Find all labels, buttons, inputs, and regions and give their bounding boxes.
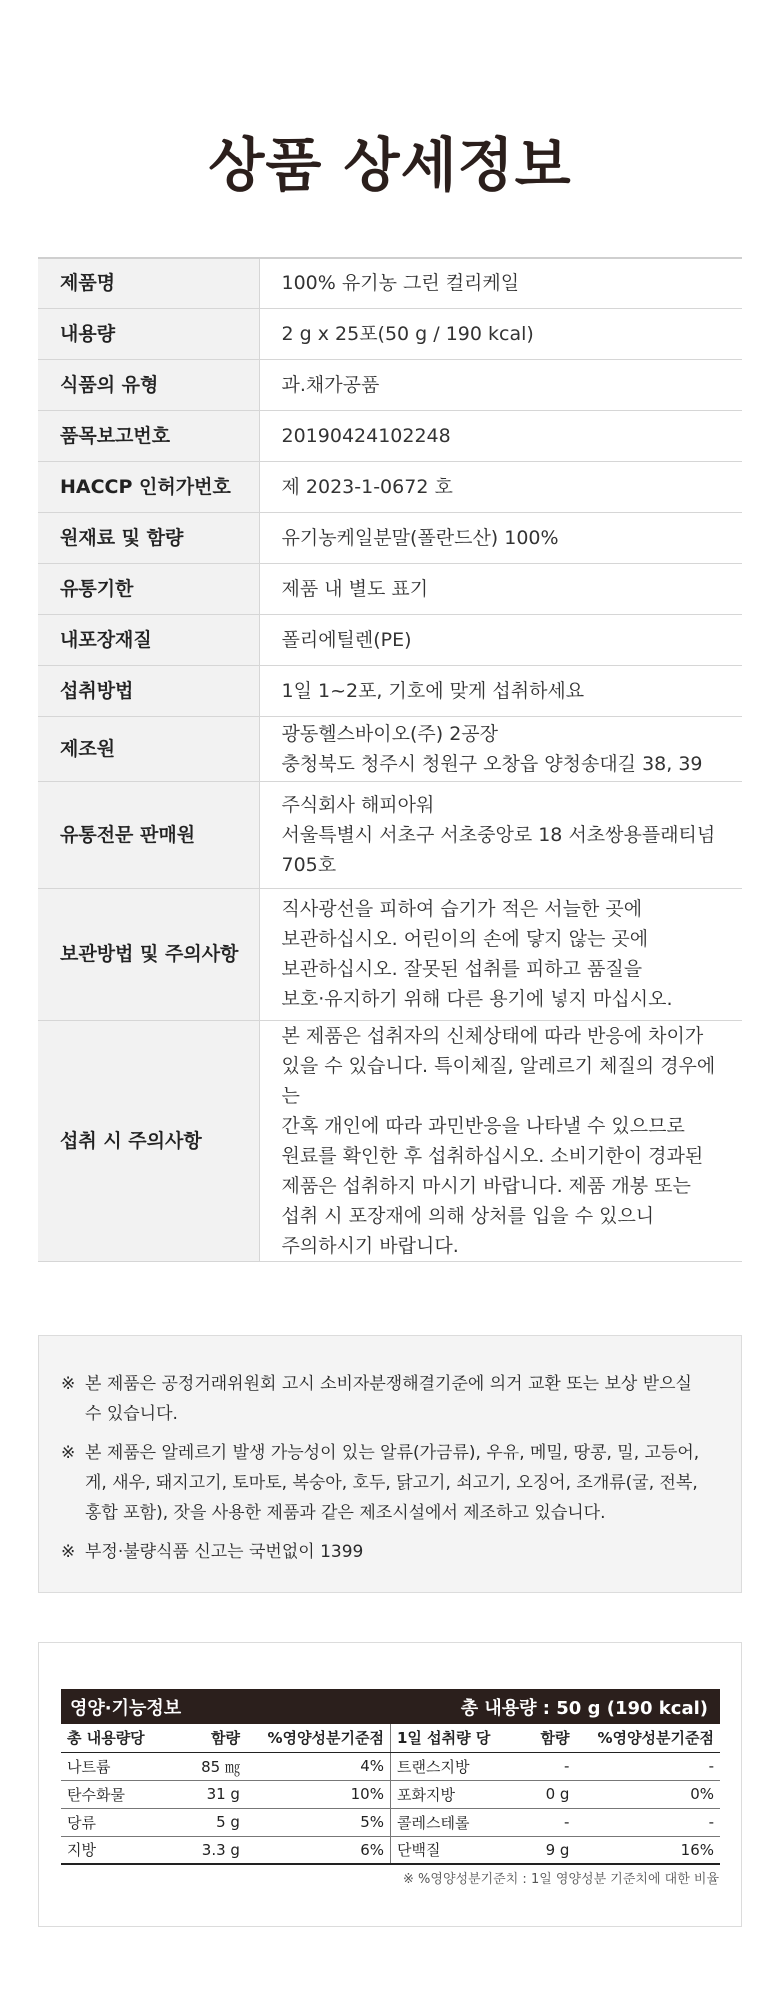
info-row xyxy=(38,563,742,614)
info-label: 섭취방법 xyxy=(38,665,259,716)
nutrition-cell-r-pct: - xyxy=(575,1752,720,1780)
nutrition-cell-l-name: 당류 xyxy=(61,1808,177,1836)
nutrition-row xyxy=(61,1808,720,1836)
info-value: 제 2023-1-0672 호 xyxy=(259,461,742,512)
nutrition-cell-r-pct: 16% xyxy=(575,1836,720,1864)
nutrition-row xyxy=(61,1752,720,1780)
info-value: 폴리에틸렌(PE) xyxy=(259,614,742,665)
notice-box xyxy=(38,1335,742,1593)
reference-mark-icon: ※ xyxy=(61,1443,76,1463)
info-value: 100% 유기농 그린 컬리케일 xyxy=(259,258,742,308)
nutrition-cell-r-amt: 9 g xyxy=(507,1836,576,1864)
info-value: 본 제품은 섭취자의 신체상태에 따라 반응에 차이가 있을 수 있습니다. 특이체질, 알레르기 체질의 경우에는 간혹 개인에 따라 과민반응을 나타낼 수 있으므로 원료를 확인한 후 섭취하십시오. 소비기한이 경과된 제품은 섭취하지 마시기 바랍니다. 제품 개봉 또는 섭취 시 포장재에 의해 상처를 입을 수 있으니 주의하시기 바랍니다. xyxy=(259,1020,742,1261)
info-row xyxy=(38,512,742,563)
info-row xyxy=(38,614,742,665)
reference-mark-icon: ※ xyxy=(61,1374,76,1394)
info-row xyxy=(38,461,742,512)
nutrition-box xyxy=(38,1642,742,1927)
info-label: 원재료 및 함량 xyxy=(38,512,259,563)
info-value: 직사광선을 피하여 습기가 적은 서늘한 곳에 보관하십시오. 어린이의 손에 닿지 않는 곳에 보관하십시오. 잘못된 섭취를 피하고 품질을 보호·유지하기 위해 다른 용기에 넣지 마십시오. xyxy=(259,888,742,1020)
col-left-name: 총 내용량당 xyxy=(61,1724,177,1752)
nutrition-row xyxy=(61,1780,720,1808)
info-label: 품목보고번호 xyxy=(38,410,259,461)
nutrition-header-row xyxy=(61,1724,720,1752)
info-label: 제품명 xyxy=(38,258,259,308)
info-label: 섭취 시 주의사항 xyxy=(38,1020,259,1261)
info-value: 1일 1~2포, 기호에 맞게 섭취하세요 xyxy=(259,665,742,716)
info-row xyxy=(38,359,742,410)
col-right-name: 1일 섭취량 당 xyxy=(390,1724,506,1752)
info-row xyxy=(38,781,742,888)
info-row xyxy=(38,410,742,461)
info-label: 내포장재질 xyxy=(38,614,259,665)
nutrition-total: 총 내용량 : 50 g (190 kcal) xyxy=(460,1697,708,1719)
notice-item xyxy=(61,1537,721,1567)
nutrition-cell-l-name: 나트륨 xyxy=(61,1752,177,1780)
page-title: 상품 상세정보 xyxy=(208,131,572,199)
col-left-pct: %영양성분기준점 xyxy=(246,1724,391,1752)
nutrition-title: 영양·기능정보 xyxy=(70,1697,182,1719)
nutrition-cell-r-name: 포화지방 xyxy=(390,1780,506,1808)
nutrition-cell-l-amt: 3.3 g xyxy=(177,1836,246,1864)
nutrition-cell-r-name: 단백질 xyxy=(390,1836,506,1864)
info-value: 주식회사 해피아워 서울특별시 서초구 서초중앙로 18 서초쌍용플래티넘 705호 xyxy=(259,781,742,888)
nutrition-cell-r-pct: - xyxy=(575,1808,720,1836)
info-value: 유기농케일분말(폴란드산) 100% xyxy=(259,512,742,563)
info-value: 20190424102248 xyxy=(259,410,742,461)
info-label: 제조원 xyxy=(38,716,259,781)
nutrition-cell-l-pct: 4% xyxy=(246,1752,391,1780)
info-row xyxy=(38,258,742,308)
notice-item xyxy=(61,1369,721,1429)
nutrition-header xyxy=(61,1689,720,1724)
info-row xyxy=(38,888,742,1020)
info-label: HACCP 인허가번호 xyxy=(38,461,259,512)
nutrition-cell-r-amt: 0 g xyxy=(507,1780,576,1808)
nutrition-cell-r-amt: - xyxy=(507,1808,576,1836)
nutrition-cell-l-name: 탄수화물 xyxy=(61,1780,177,1808)
col-right-amount: 함량 xyxy=(507,1724,576,1752)
info-value: 광동헬스바이오(주) 2공장 충청북도 청주시 청원구 오창읍 양청송대길 38, 39 xyxy=(259,716,742,781)
col-right-pct: %영양성분기준점 xyxy=(575,1724,720,1752)
notice-text: 부정·불량식품 신고는 국번없이 1399 xyxy=(85,1542,364,1562)
product-info-table xyxy=(38,257,742,1262)
nutrition-footnote: ※ %영양성분기준치 : 1일 영양성분 기준치에 대한 비율 xyxy=(403,1872,719,1887)
nutrition-cell-l-pct: 10% xyxy=(246,1780,391,1808)
nutrition-cell-l-name: 지방 xyxy=(61,1836,177,1864)
nutrition-cell-r-amt: - xyxy=(507,1752,576,1780)
info-row xyxy=(38,308,742,359)
info-row xyxy=(38,665,742,716)
info-label: 유통전문 판매원 xyxy=(38,781,259,888)
nutrition-cell-l-amt: 85 ㎎ xyxy=(177,1752,246,1780)
info-value: 2 g x 25포(50 g / 190 kcal) xyxy=(259,308,742,359)
nutrition-table xyxy=(61,1724,720,1865)
info-label: 유통기한 xyxy=(38,563,259,614)
info-value: 제품 내 별도 표기 xyxy=(259,563,742,614)
nutrition-cell-r-name: 트랜스지방 xyxy=(390,1752,506,1780)
nutrition-cell-l-pct: 5% xyxy=(246,1808,391,1836)
nutrition-cell-l-amt: 5 g xyxy=(177,1808,246,1836)
nutrition-row xyxy=(61,1836,720,1864)
notice-item xyxy=(61,1438,721,1528)
nutrition-cell-l-pct: 6% xyxy=(246,1836,391,1864)
info-row xyxy=(38,716,742,781)
info-label: 식품의 유형 xyxy=(38,359,259,410)
nutrition-cell-l-amt: 31 g xyxy=(177,1780,246,1808)
info-label: 보관방법 및 주의사항 xyxy=(38,888,259,1020)
col-left-amount: 함량 xyxy=(177,1724,246,1752)
nutrition-cell-r-name: 콜레스테롤 xyxy=(390,1808,506,1836)
reference-mark-icon: ※ xyxy=(61,1542,76,1562)
notice-text: 본 제품은 알레르기 발생 가능성이 있는 알류(가금류), 우유, 메밀, 땅콩, 밀, 고등어, 게, 새우, 돼지고기, 토마토, 복숭아, 호두, 닭고기, 쇠고기, 오징어, 조개류(굴, 전복, 홍합 포함), 잣을 사용한 제품과 같은 제조시설에서 제조하고 있습니다. xyxy=(85,1443,700,1523)
notice-text: 본 제품은 공정거래위원회 고시 소비자분쟁해결기준에 의거 교환 또는 보상 받으실 수 있습니다. xyxy=(85,1374,692,1424)
info-row xyxy=(38,1020,742,1261)
info-value: 과.채가공품 xyxy=(259,359,742,410)
nutrition-cell-r-pct: 0% xyxy=(575,1780,720,1808)
info-label: 내용량 xyxy=(38,308,259,359)
